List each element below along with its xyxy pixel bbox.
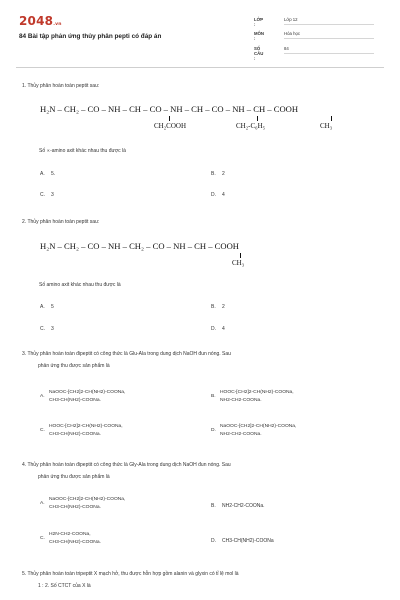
q4-stem-cont: phản ứng thu được sản phẩm là [38, 474, 110, 480]
option-text: 2 [222, 304, 225, 310]
page-header [0, 0, 400, 64]
q5-stem-cont: 1 : 2. Số CTCT của X là [38, 583, 91, 589]
option-text: HOOC-[CH2]2-CH(NH2)-COONa, CH3-CH(NH2)-COONa. [49, 424, 123, 437]
option-letter: D. [211, 428, 216, 433]
q4-option-d[interactable]: D. CH3-CH(NH2)-COONa [211, 538, 274, 544]
option-letter: C. [40, 428, 45, 433]
q1-formula: H₂N – CH₂ – CO – NH – CH – CO – NH – CH – CO – NH – CH – COOH [40, 104, 299, 114]
q1-option-d[interactable]: D. 4 [211, 192, 225, 198]
q1-stem: 1. Thủy phân hoàn toàn peptit sau: [22, 83, 100, 89]
document-title: 84 Bài tập phản ứng thủy phân pepti có đáp án [19, 33, 162, 40]
option-letter: B. [211, 394, 216, 399]
q2-option-d[interactable]: D. 4 [211, 326, 225, 332]
meta-label: SỐ CÂU : [254, 46, 264, 61]
logo-suffix: .vn [53, 22, 62, 27]
q1-bond [169, 116, 170, 121]
q2-option-b[interactable]: B. 2 [211, 304, 225, 310]
option-text: CH3-CH(NH2)-COONa [222, 538, 274, 544]
q1-bond [331, 116, 332, 121]
option-text: NaOOC-[CH2]2-CH(NH2)-COONa, CH3-CH(NH2)-COONa. [49, 497, 126, 510]
site-logo[interactable] [19, 14, 62, 28]
q5-stem: 5. Thủy phân hoàn toàn tripeptit X mạch hở, thu được hỗn hợp gồm alanin và glyxin có tỉ lệ mol là [22, 571, 239, 577]
q1-bond [257, 116, 258, 121]
q3-stem: 3. Thủy phân hoàn toàn đipeptit có công thức là Glu-Ala trong dung dịch NaOH đun nóng. Sau [22, 351, 231, 357]
q2-option-c[interactable]: C. 3 [40, 326, 54, 332]
option-letter: A. [40, 501, 45, 506]
q1-substituent: CH₃ [320, 122, 333, 130]
q3-stem-cont: phản ứng thu được sản phẩm là [38, 363, 110, 369]
meta-label: LỚP : [254, 17, 264, 27]
q4-stem: 4. Thủy phân hoàn toàn đipeptit có công thức là Gly-Ala trong dung dịch NaOH đun nóng. Sau [22, 462, 231, 468]
q2-option-a[interactable]: A. 5 [40, 304, 54, 310]
meta-value: 84 [284, 46, 374, 54]
meta-label: MÔN : [254, 31, 265, 41]
q1-question: Số ∝-amino axit khác nhau thu được là [39, 148, 126, 154]
q2-bond [240, 253, 241, 258]
option-text: 5. [51, 171, 56, 177]
option-text: 3 [51, 326, 54, 332]
option-text: 5 [51, 304, 54, 310]
header-divider [16, 67, 384, 68]
option-text: 4 [222, 326, 225, 332]
q2-substituent: CH₃ [232, 259, 245, 267]
option-text: H2N-CH2-COONa, CH3-CH(NH2)-COONa. [49, 532, 101, 545]
q1-option-b[interactable]: B. 2 [211, 171, 225, 177]
option-text: 3 [51, 192, 54, 198]
option-letter: A. [40, 394, 45, 399]
logo-text: 2048 [19, 14, 54, 28]
option-text: NaOOC-[CH2]2-CH(NH2)-COONa, CH3-CH(NH2)-COONa. [49, 390, 126, 403]
q2-stem: 2. Thủy phân hoàn toàn peptit sau: [22, 219, 100, 225]
q4-option-b[interactable]: B. NH2-CH2-COONa. [211, 503, 265, 509]
q2-formula: H₂N – CH₂ – CO – NH – CH₂ – CO – NH – CH – COOH [40, 241, 240, 251]
option-text: HOOC-[CH2]2-CH(NH2)-COONa, NH2-CH2-COONa. [220, 390, 294, 403]
q1-option-c[interactable]: C. 3 [40, 192, 54, 198]
q1-substituent: CH₂COOH [154, 122, 186, 130]
option-letter: C. [40, 536, 45, 541]
q2-question: Số amino axit khác nhau thu được là [39, 282, 121, 288]
option-text: 4 [222, 192, 225, 198]
meta-value: Hóa học [284, 31, 374, 39]
meta-value: Lớp 12 [284, 17, 374, 25]
q1-substituent: CH₂-C₆H₅ [236, 122, 266, 130]
option-text: 2 [222, 171, 225, 177]
option-text: NaOOC-[CH2]2-CH(NH2)-COONa, NH2-CH2-COONa. [220, 424, 297, 437]
option-text: NH2-CH2-COONa. [222, 503, 265, 509]
q1-option-a[interactable]: A. 5. [40, 171, 56, 177]
